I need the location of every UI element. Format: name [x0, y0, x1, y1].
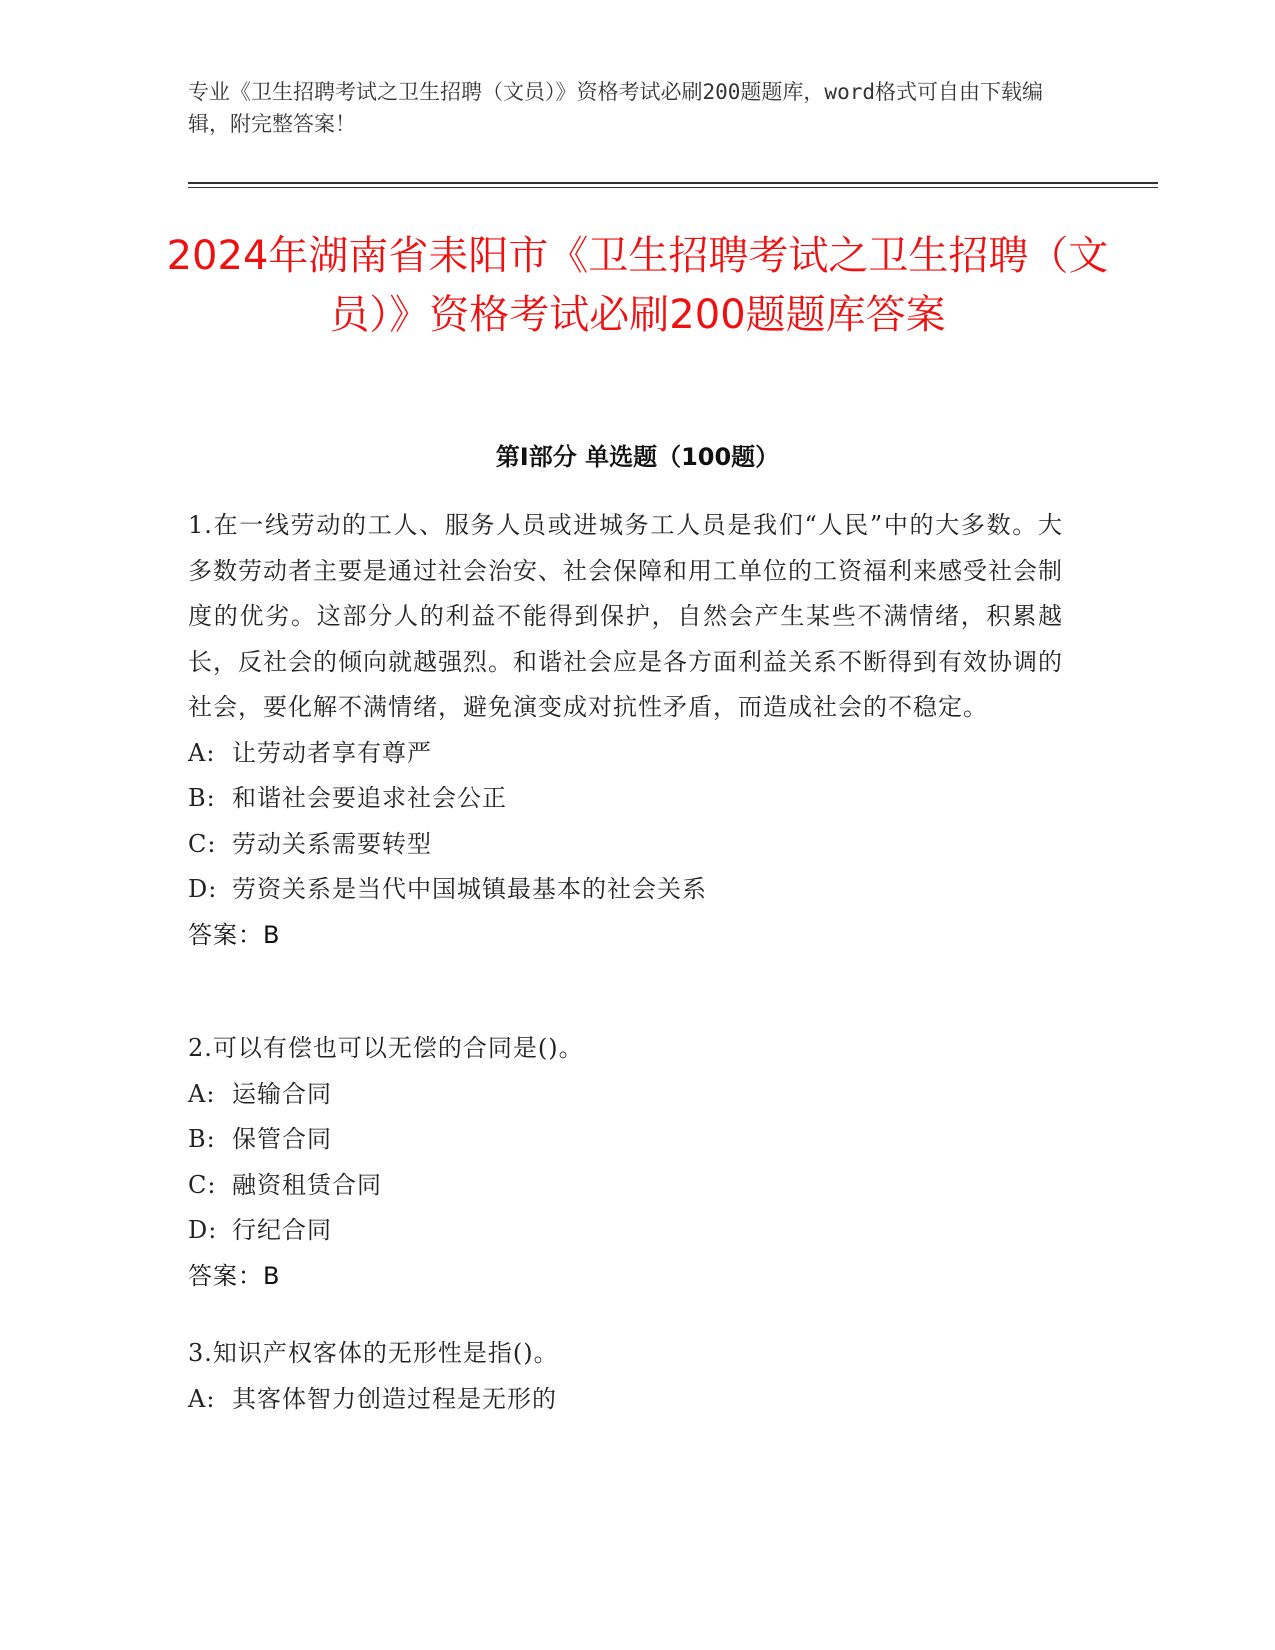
option-text: 其客体智力创造过程是无形的: [232, 1384, 557, 1413]
header-divider-thin: [188, 187, 1158, 188]
option-key: A:: [188, 738, 216, 767]
option-key: C:: [188, 829, 217, 858]
question-1-option-b: [188, 776, 1063, 822]
option-key: D:: [188, 875, 218, 903]
option-text: 保管合同: [232, 1125, 332, 1153]
question-2-option-b: [188, 1117, 1063, 1163]
option-key: B:: [188, 1125, 216, 1153]
question-3-option-a: [188, 1377, 1063, 1423]
header-note: 专业《卫生招聘考试之卫生招聘（文员）》资格考试必刷200题题库，word格式可自由下载编辑，附完整答案！: [188, 80, 1043, 136]
question-3-stem: 3.知识产权客体的无形性是指()。: [188, 1339, 559, 1367]
section-heading: 第I部分 单选题（100题）: [495, 443, 780, 471]
option-text: 和谐社会要追求社会公正: [232, 784, 507, 812]
option-text: 行纪合同: [232, 1216, 332, 1244]
option-text: 运输合同: [232, 1079, 332, 1108]
header-divider-thick: [188, 182, 1158, 184]
option-text: 劳动关系需要转型: [232, 829, 432, 858]
question-1: [188, 503, 1063, 958]
question-2: [188, 1026, 1063, 1299]
option-key: B:: [188, 784, 216, 812]
option-key: C:: [188, 1170, 217, 1199]
question-1-answer: 答案：B: [188, 920, 281, 949]
option-key: A:: [188, 1079, 216, 1108]
question-2-stem: 2.可以有偿也可以无偿的合同是()。: [188, 1034, 584, 1062]
option-text: 让劳动者享有尊严: [232, 738, 432, 767]
question-1-option-d: [188, 867, 1063, 913]
question-2-option-c: [188, 1163, 1063, 1209]
question-1-stem: 1.在一线劳动的工人、服务人员或进城务工人员是我们“人民”中的大多数。大多数劳动者主要是通过社会治安、社会保障和用工单位的工资福利来感受社会制度的优劣。这部分人的利益不能得到保护，自然会产生某些不满情绪，积累越长，反社会的倾向就越强烈。和谐社会应是各方面利益关系不断得到有效协调的社会，要化解不满情绪，避免演变成对抗性矛盾，而造成社会的不稳定。: [188, 511, 1063, 721]
question-2-option-a: [188, 1072, 1063, 1118]
option-text: 劳资关系是当代中国城镇最基本的社会关系: [232, 875, 707, 903]
option-text: 融资租赁合同: [232, 1170, 382, 1199]
option-key: A:: [188, 1384, 216, 1413]
document-title: 2024年湖南省耒阳市《卫生招聘考试之卫生招聘（文员）》资格考试必刷200题题库答案: [166, 233, 1109, 338]
option-key: D:: [188, 1216, 218, 1244]
question-1-option-a: [188, 731, 1063, 777]
question-1-option-c: [188, 822, 1063, 868]
question-2-option-d: [188, 1208, 1063, 1254]
question-3: [188, 1331, 1063, 1422]
question-2-answer: 答案：B: [188, 1261, 281, 1290]
